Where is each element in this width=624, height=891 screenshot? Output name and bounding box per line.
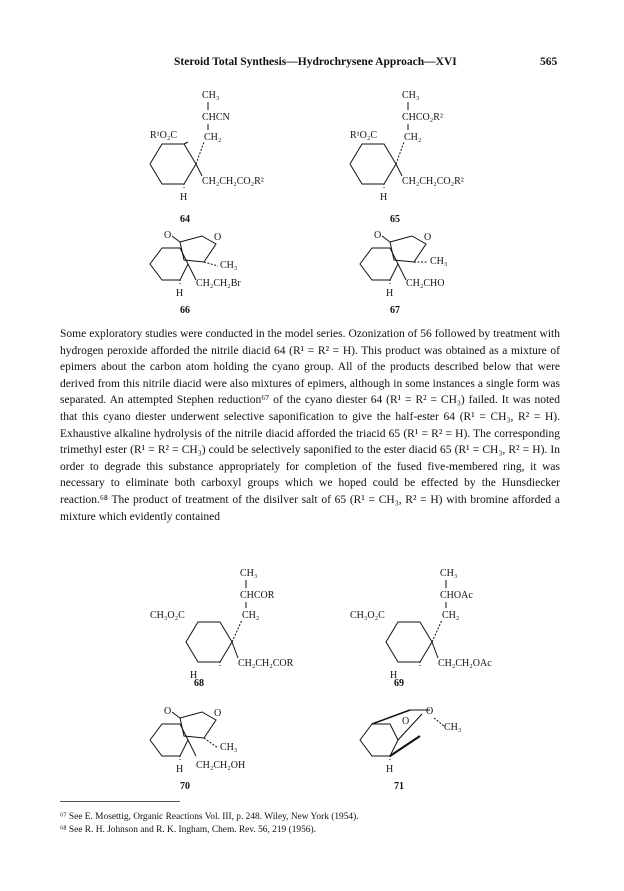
structure-65 <box>340 84 540 209</box>
structure-68 <box>140 566 340 681</box>
structure-69-label-2: CHOAc <box>440 590 473 601</box>
structure-66-label-4: H <box>176 288 184 299</box>
structure-65-label-3: R¹O₂C <box>350 130 378 141</box>
structure-64-label-2: CHCN <box>202 112 230 123</box>
structure-65-label-2: CHCO₂R² <box>402 112 443 123</box>
body-text: Some exploratory studies were conducted in the model series. Ozonization of 56 followed by treatment with hydrogen peroxide afforded the nitrile diacid 64 (R¹ = R² = H). This product was obtained as a mixture of epimers about the carbon atom holding the cyano group. All of the products described below that were derived from this nitrile diacid were also mixtures of epimers, although in some instances a single form was separated. An attempted Stephen reduction⁶⁷ of the cyano diester 64 (R¹ = R² = CH₃) failed. It was noted that this cyano diester underwent selective saponification to give the half-ester 64 (R¹ = CH₃, R² = H). Exhaustive alkaline hydrolysis of the nitrile diacid afforded the triacid 65 (R¹ = R² = H). The corresponding trimethyl ester (R¹ = R² = CH₃) could be selectively saponified to the ester diacid 65 (R¹ = CH₃, R² = H). In order to degrade this substance appropriately for completion of the fused five-membered ring, it was necessary to eliminate both carboxyl groups which we hoped could be effected by the Hunsdiecker reaction.⁶⁸ The product of treatment of the disilver salt of 65 (R¹ = CH₃, R² = H) with bromine afforded a mixture which evidently contained <box>60 328 560 523</box>
compound-number-71: 71 <box>394 781 404 792</box>
footnote-rule <box>60 801 180 802</box>
structure-70-label-5: CH₂CH₂OH <box>196 760 246 771</box>
body-paragraph <box>60 326 560 525</box>
structure-69-label-5: H <box>390 670 398 681</box>
compound-number-66: 66 <box>180 305 190 316</box>
structure-64-label-4: CH₂ <box>204 132 222 143</box>
compound-number-67: 67 <box>390 305 400 316</box>
footnote-67: ⁶⁷ See E. Mosettig, Organic Reactions Vol. III, p. 248. Wiley, New York (1954). <box>60 812 359 822</box>
structure-70-label-1: O <box>164 706 172 717</box>
structure-66-label-3: CH₃ <box>220 260 238 271</box>
structure-68-label-3: CH₃O₂C <box>150 610 185 621</box>
structure-69-label-1: CH₃ <box>440 568 458 579</box>
structure-68-label-1: CH₃ <box>240 568 258 579</box>
structure-64-label-6: CH₂CH₂CO₂R² <box>202 176 264 187</box>
structure-66-label-2: O <box>214 232 222 243</box>
structure-65-label-1: CH₃ <box>402 90 420 101</box>
structure-67-label-4: H <box>386 288 394 299</box>
structure-66-label-1: O <box>164 230 172 241</box>
structure-69-label-6: CH₂CH₂OAc <box>438 658 492 669</box>
structure-70-label-2: O <box>214 708 222 719</box>
structure-67-label-2: O <box>424 232 432 243</box>
structure-69-label-3: CH₃O₂C <box>350 610 385 621</box>
structure-65-label-6: CH₂CH₂CO₂R² <box>402 176 464 187</box>
compound-number-69: 69 <box>394 678 404 689</box>
structure-68-label-6: CH₂CH₂COR <box>238 658 294 669</box>
structure-64-label-5: H <box>180 192 188 203</box>
structure-67 <box>350 224 550 309</box>
structure-67-label-3: CH₃ <box>430 256 448 267</box>
structure-64-label-3: R¹O₂C <box>150 130 178 141</box>
compound-number-70: 70 <box>180 781 190 792</box>
structure-66-label-5: CH₂CH₂Br <box>196 278 241 289</box>
structure-67-label-5: CH₂CHO <box>406 278 445 289</box>
compound-number-64: 64 <box>180 214 190 225</box>
structure-66 <box>140 224 340 309</box>
footnote-68: ⁶⁸ See R. H. Johnson and R. K. Ingham, Chem. Rev. 56, 219 (1956). <box>60 825 316 835</box>
running-title: Steroid Total Synthesis—Hydrochrysene Approach—XVI <box>174 56 457 68</box>
page-number: 565 <box>540 56 558 68</box>
structure-68-label-2: CHCOR <box>240 590 275 601</box>
structure-70-label-3: CH₃ <box>220 742 238 753</box>
structure-71 <box>350 700 550 795</box>
compound-number-68: 68 <box>194 678 204 689</box>
compound-number-65: 65 <box>390 214 400 225</box>
structure-64-label-1: CH₃ <box>202 90 220 101</box>
structure-71-label-2: O <box>402 716 410 727</box>
structure-67-label-1: O <box>374 230 382 241</box>
structure-69 <box>340 566 540 681</box>
structure-71-label-3: CH₃ <box>444 722 462 733</box>
structure-70-label-4: H <box>176 764 184 775</box>
structure-65-label-4: CH₂ <box>404 132 422 143</box>
structure-65-label-5: H <box>380 192 388 203</box>
structure-71-label-1: O <box>426 706 434 717</box>
structure-68-label-5: H <box>190 670 198 681</box>
structure-64 <box>140 84 340 209</box>
structure-71-label-4: H <box>386 764 394 775</box>
structure-69-label-4: CH₂ <box>442 610 460 621</box>
structure-68-label-4: CH₂ <box>242 610 260 621</box>
